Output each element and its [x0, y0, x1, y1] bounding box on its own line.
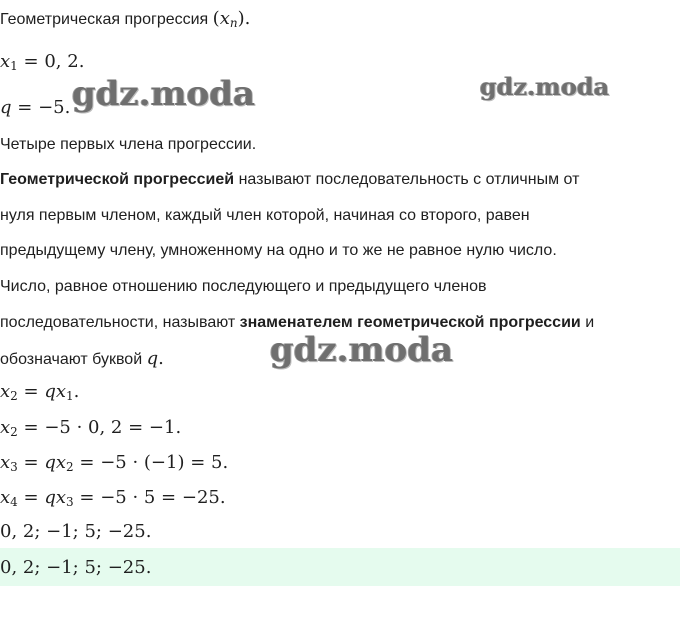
- calc-x3: $x_3 = qx_2 = -5 \cdot (-1) = 5$.: [0, 452, 229, 474]
- calc-x2-value: $x_2 = -5 \cdot 0$, 2 = −1.: [0, 417, 182, 439]
- definition-line-1-rest: называют последовательность с отличным от: [234, 171, 580, 188]
- given-x1: $x_1 = 0$, 2.: [0, 51, 85, 73]
- definition-line-1: [0, 169, 579, 191]
- given-q: q = −5.: [0, 97, 71, 118]
- calc-x4: $x_4 = qx_3 = -5 \cdot 5 = -25$.: [0, 487, 226, 509]
- result-sequence: 0, 2; −1; 5; −25.: [0, 521, 152, 542]
- answer-line: 0, 2; −1; 5; −25.: [0, 557, 152, 578]
- x1-value: 0, 2: [44, 51, 79, 72]
- definition-line-6: [0, 347, 164, 371]
- definition-line-6-start: обозначают буквой: [0, 351, 147, 368]
- definition-term: Геометрической прогрессией: [0, 171, 235, 188]
- ratio-term: знаменателем геометрической прогрессии: [239, 314, 581, 331]
- intro-line: [0, 7, 250, 31]
- definition-line-5-start: последовательности, называют: [0, 314, 240, 331]
- x4-value: −5 · 5 = −25: [100, 487, 220, 508]
- watermark-logo: gdz.moda: [270, 330, 454, 370]
- calc-x2-formula: $x_2 = qx_1$.: [0, 381, 80, 403]
- definition-line-4: Число, равное отношению последующего и предыдущего членов: [0, 278, 487, 295]
- watermark-logo: gdz.moda: [480, 72, 610, 101]
- result-sequence-values: 0, 2; −1; 5; −25: [0, 521, 146, 542]
- answer-values: 0, 2; −1; 5; −25: [0, 557, 146, 578]
- q-value: −5: [38, 97, 65, 118]
- task-text: Четыре первых члена прогрессии.: [0, 136, 257, 153]
- watermark-logo: gdz.moda: [72, 74, 256, 114]
- definition-line-5-end: и: [580, 314, 595, 331]
- q-symbol: q.: [146, 348, 164, 369]
- x3-value: −5 · (−1) = 5: [100, 452, 223, 473]
- intro-title: Геометрическая прогрессия: [0, 11, 213, 28]
- definition-line-2: нуля первым членом, каждый член которой, начиная со второго, равен: [0, 207, 530, 224]
- definition-line-3: предыдущему члену, умноженному на одно и то же не равное нулю число.: [0, 242, 557, 259]
- x2-value: −5 · 0, 2 = −1: [44, 417, 176, 438]
- sequence-symbol: $(x_n)$.: [212, 8, 251, 30]
